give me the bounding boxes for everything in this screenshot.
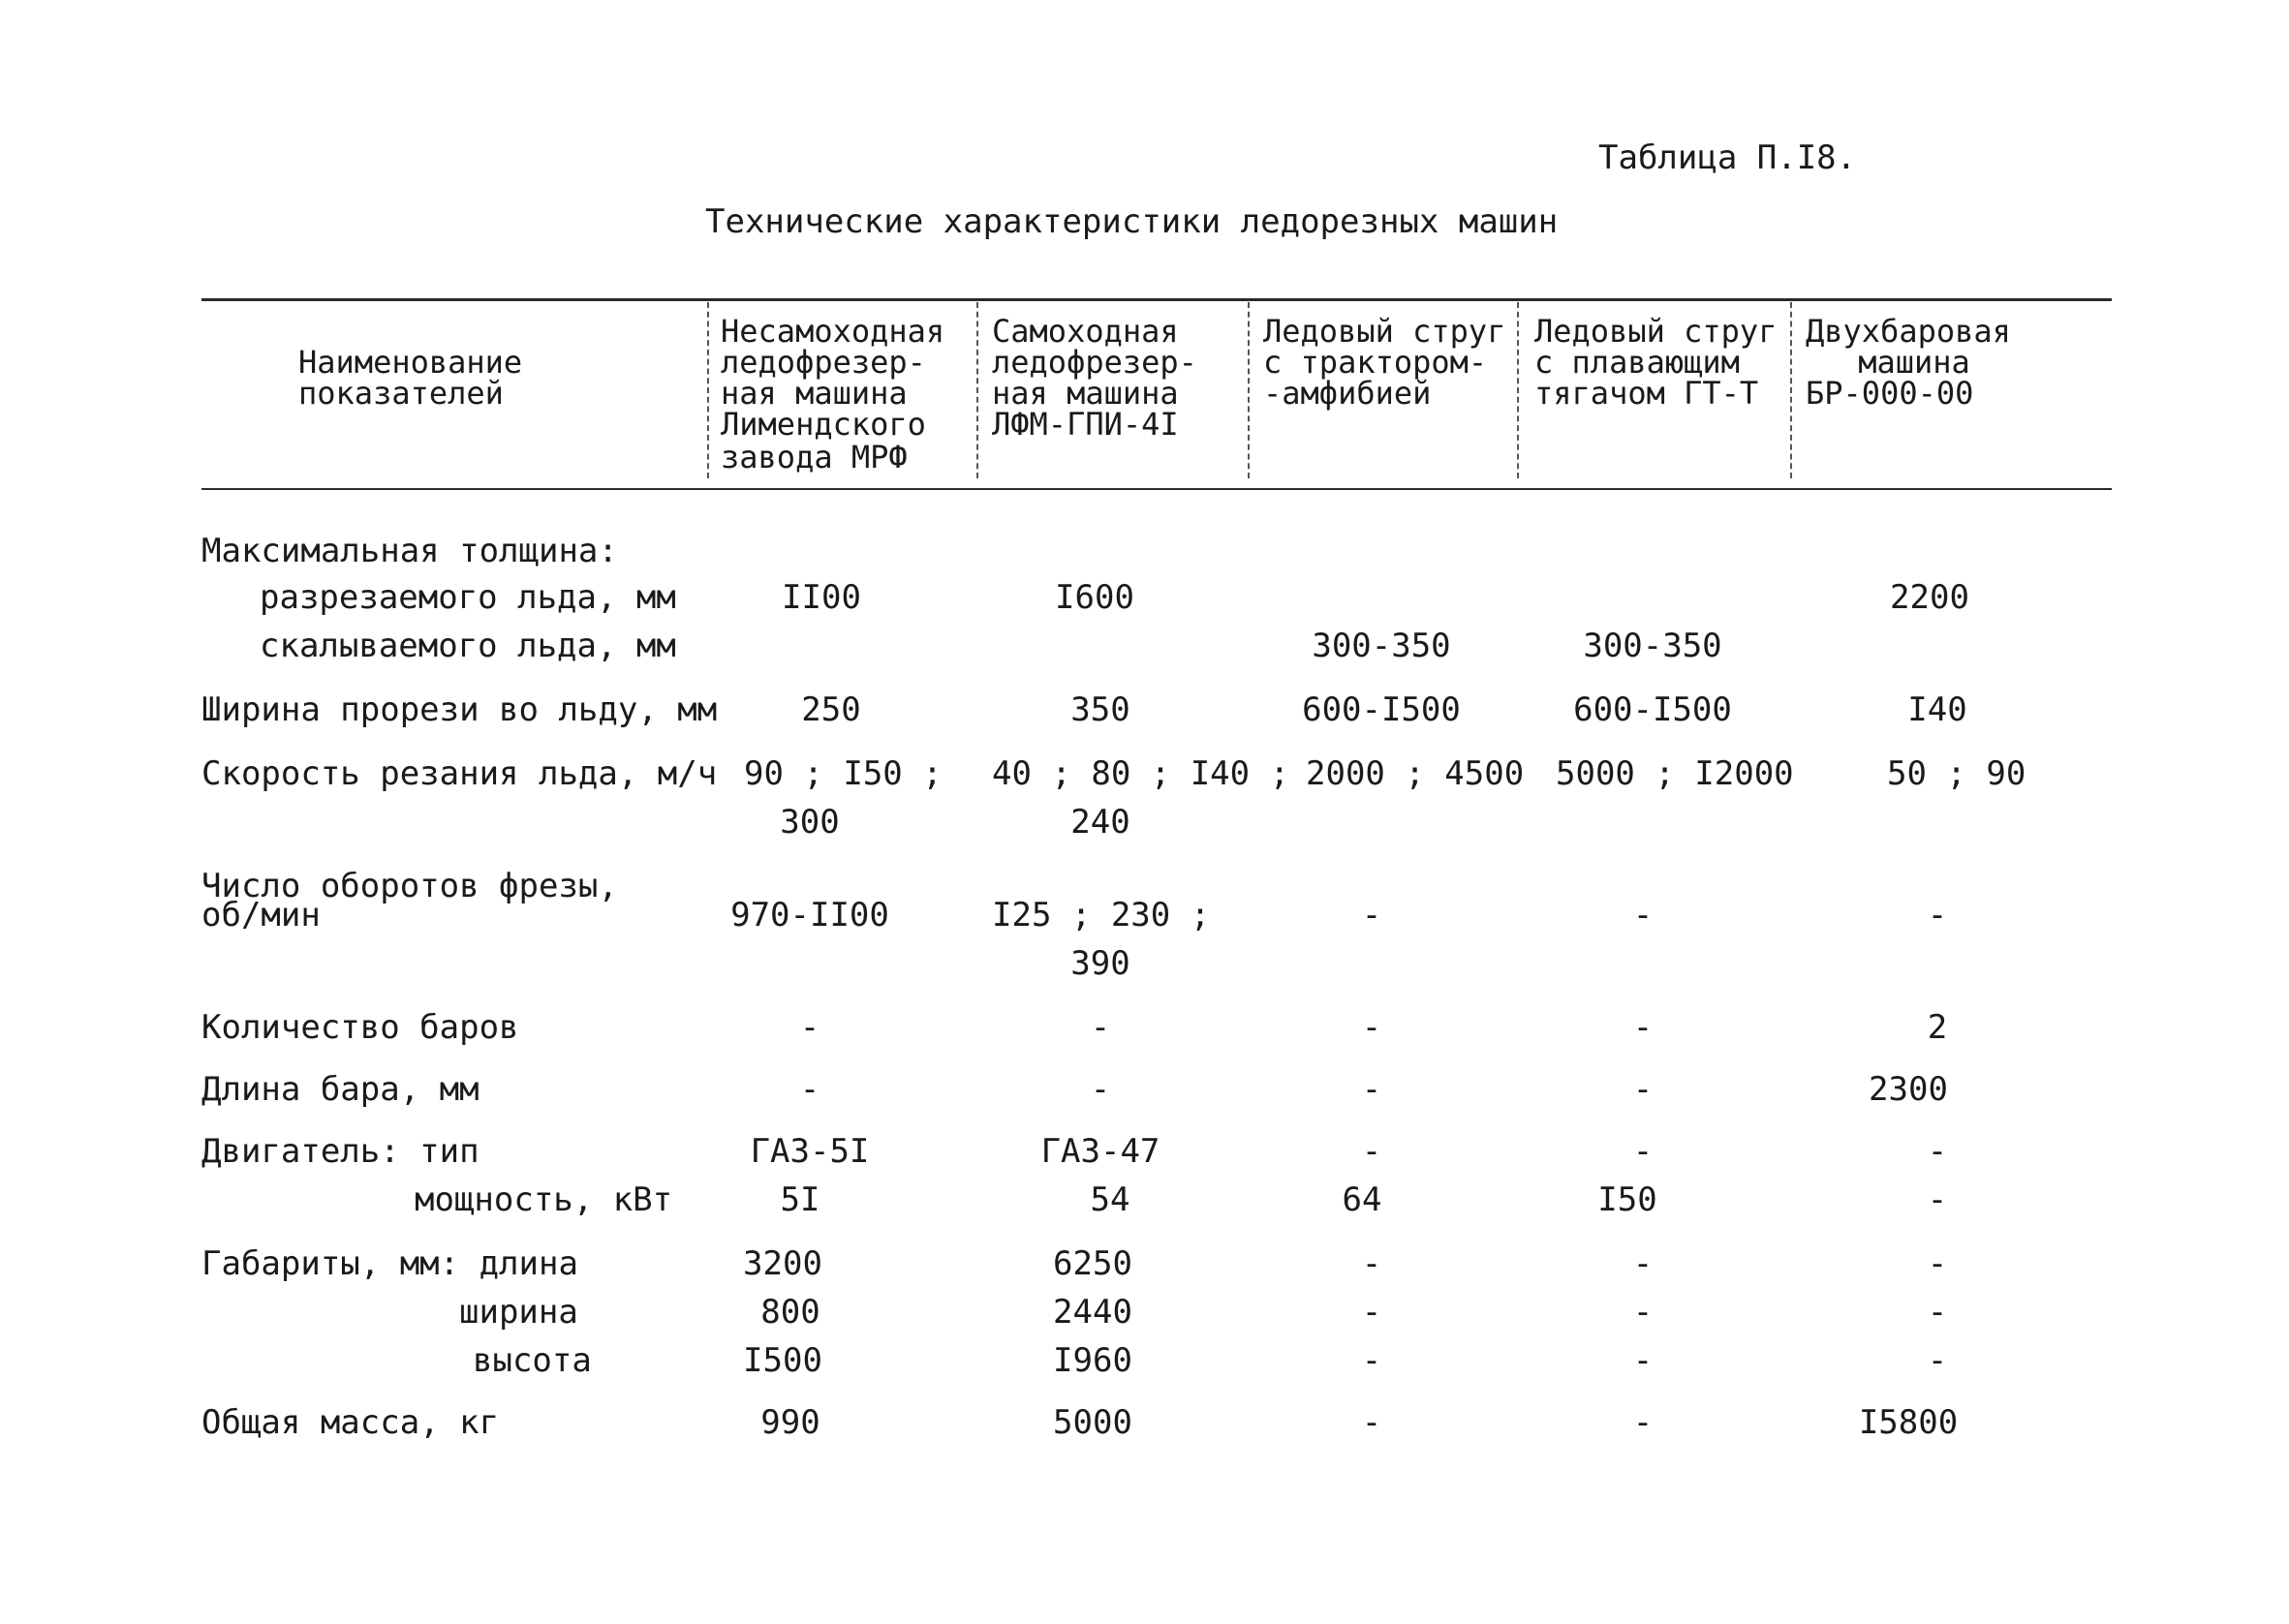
cell: 2440: [1053, 1293, 1132, 1332]
row-label: Число оборотов фрезы,: [201, 867, 618, 905]
row-label: мощность, кВт: [415, 1180, 673, 1219]
cell: -: [1361, 896, 1382, 935]
header-line: показателей: [298, 375, 504, 412]
cell: -: [1927, 1244, 1948, 1283]
cell: 300-350: [1312, 627, 1451, 665]
header-line: ная машина: [992, 375, 1179, 412]
cell: 800: [760, 1293, 820, 1332]
cell: 250: [801, 690, 861, 729]
row-label: Скорость резания льда, м/ч: [201, 754, 718, 793]
page-title: Технические характеристики ледорезных машин: [705, 202, 1559, 241]
header-line: Двухбаровая: [1806, 313, 2011, 350]
header-line: ЛФМ-ГПИ-4I: [992, 406, 1179, 443]
cell: -: [1632, 896, 1654, 935]
column-separator: [1790, 302, 1792, 478]
cell: 6250: [1053, 1244, 1132, 1283]
row-label: высота: [473, 1341, 592, 1380]
header-line: завода МРФ: [721, 439, 908, 475]
cell: 54: [1090, 1180, 1130, 1219]
cell: 3200: [743, 1244, 822, 1283]
header-line: тягачом ГТ-Т: [1534, 375, 1759, 412]
cell: -: [1090, 1070, 1111, 1109]
cell: 240: [1070, 803, 1130, 842]
row-label: разрезаемого льда, мм: [260, 578, 676, 617]
cell: 300-350: [1583, 627, 1722, 665]
cell: -: [1927, 1132, 1948, 1171]
cell: -: [1927, 1293, 1948, 1332]
cell: -: [1361, 1132, 1382, 1171]
cell: 2200: [1890, 578, 1969, 617]
table-number: Таблица П.I8.: [1598, 138, 1857, 177]
cell: -: [1361, 1008, 1382, 1047]
header-line: Лимендского: [721, 406, 926, 443]
cell: -: [1632, 1403, 1654, 1442]
row-label: Общая масса, кг: [201, 1403, 500, 1442]
cell: 5000: [1053, 1403, 1132, 1442]
cell: ГАЗ-5I: [750, 1132, 870, 1171]
header-line: БР-000-00: [1806, 375, 1974, 412]
cell: 2: [1927, 1008, 1948, 1047]
cell: 600-I500: [1573, 690, 1732, 729]
cell: II00: [782, 578, 861, 617]
header-line: Несамоходная: [721, 313, 945, 350]
header-line: с трактором-: [1263, 344, 1488, 381]
row-label: скалываемого льда, мм: [260, 627, 676, 665]
cell: 90 ; I50 ;: [744, 754, 943, 793]
column-separator: [976, 302, 978, 478]
cell: -: [1361, 1070, 1382, 1109]
header-line: с плавающим: [1534, 344, 1740, 381]
cell: -: [799, 1008, 820, 1047]
cell: -: [1927, 1180, 1948, 1219]
cell: -: [1632, 1293, 1654, 1332]
column-separator: [707, 302, 709, 478]
cell: -: [1632, 1008, 1654, 1047]
cell: I25 ; 230 ;: [992, 896, 1211, 935]
cell: 300: [780, 803, 840, 842]
cell: I40: [1907, 690, 1967, 729]
cell: ГАЗ-47: [1040, 1132, 1160, 1171]
header-line: Наименование: [298, 344, 523, 381]
cell: I960: [1053, 1341, 1132, 1380]
cell: 2300: [1869, 1070, 1948, 1109]
cell: -: [1632, 1341, 1654, 1380]
cell: 2000 ; 4500: [1306, 754, 1525, 793]
cell: -: [1090, 1008, 1111, 1047]
cell: 50 ; 90: [1887, 754, 2026, 793]
header-line: ледофрезер-: [721, 344, 926, 381]
cell: -: [1632, 1244, 1654, 1283]
cell: 64: [1342, 1180, 1382, 1219]
row-label: Габариты, мм: длина: [201, 1244, 578, 1283]
cell: 990: [760, 1403, 820, 1442]
cell: 970-II00: [730, 896, 889, 935]
row-label: ширина: [459, 1293, 578, 1332]
header-line: Ледовый струг: [1263, 313, 1506, 350]
header-line: Ледовый струг: [1534, 313, 1778, 350]
header-bottom-rule: [201, 488, 2112, 490]
cell: 5000 ; I2000: [1556, 754, 1794, 793]
cell: 390: [1070, 944, 1130, 983]
cell: -: [1927, 1341, 1948, 1380]
row-label: Длина бара, мм: [201, 1070, 479, 1109]
cell: 40 ; 80 ; I40 ;: [992, 754, 1290, 793]
cell: I600: [1055, 578, 1134, 617]
header-line: -амфибией: [1263, 375, 1432, 412]
cell: 350: [1070, 690, 1130, 729]
cell: -: [1361, 1403, 1382, 1442]
cell: -: [1361, 1244, 1382, 1283]
row-label: об/мин: [201, 896, 321, 935]
header-line: Самоходная: [992, 313, 1179, 350]
header-line: ледофрезер-: [992, 344, 1197, 381]
header-line: машина: [1858, 344, 1970, 381]
table-top-rule: [201, 298, 2112, 301]
cell: 5I: [780, 1180, 820, 1219]
row-label: Количество баров: [201, 1008, 519, 1047]
cell: -: [1361, 1341, 1382, 1380]
cell: 600-I500: [1302, 690, 1461, 729]
cell: -: [1632, 1132, 1654, 1171]
cell: -: [1927, 896, 1948, 935]
cell: -: [1361, 1293, 1382, 1332]
cell: -: [799, 1070, 820, 1109]
cell: I500: [743, 1341, 822, 1380]
cell: I5800: [1858, 1403, 1959, 1442]
cell: -: [1632, 1070, 1654, 1109]
cell: I50: [1597, 1180, 1657, 1219]
row-label: Максимальная толщина:: [201, 532, 618, 570]
column-separator: [1248, 302, 1250, 478]
row-label: Ширина прорези во льду, мм: [201, 690, 718, 729]
row-label: Двигатель: тип: [201, 1132, 479, 1171]
header-line: ная машина: [721, 375, 908, 412]
column-separator: [1517, 302, 1519, 478]
